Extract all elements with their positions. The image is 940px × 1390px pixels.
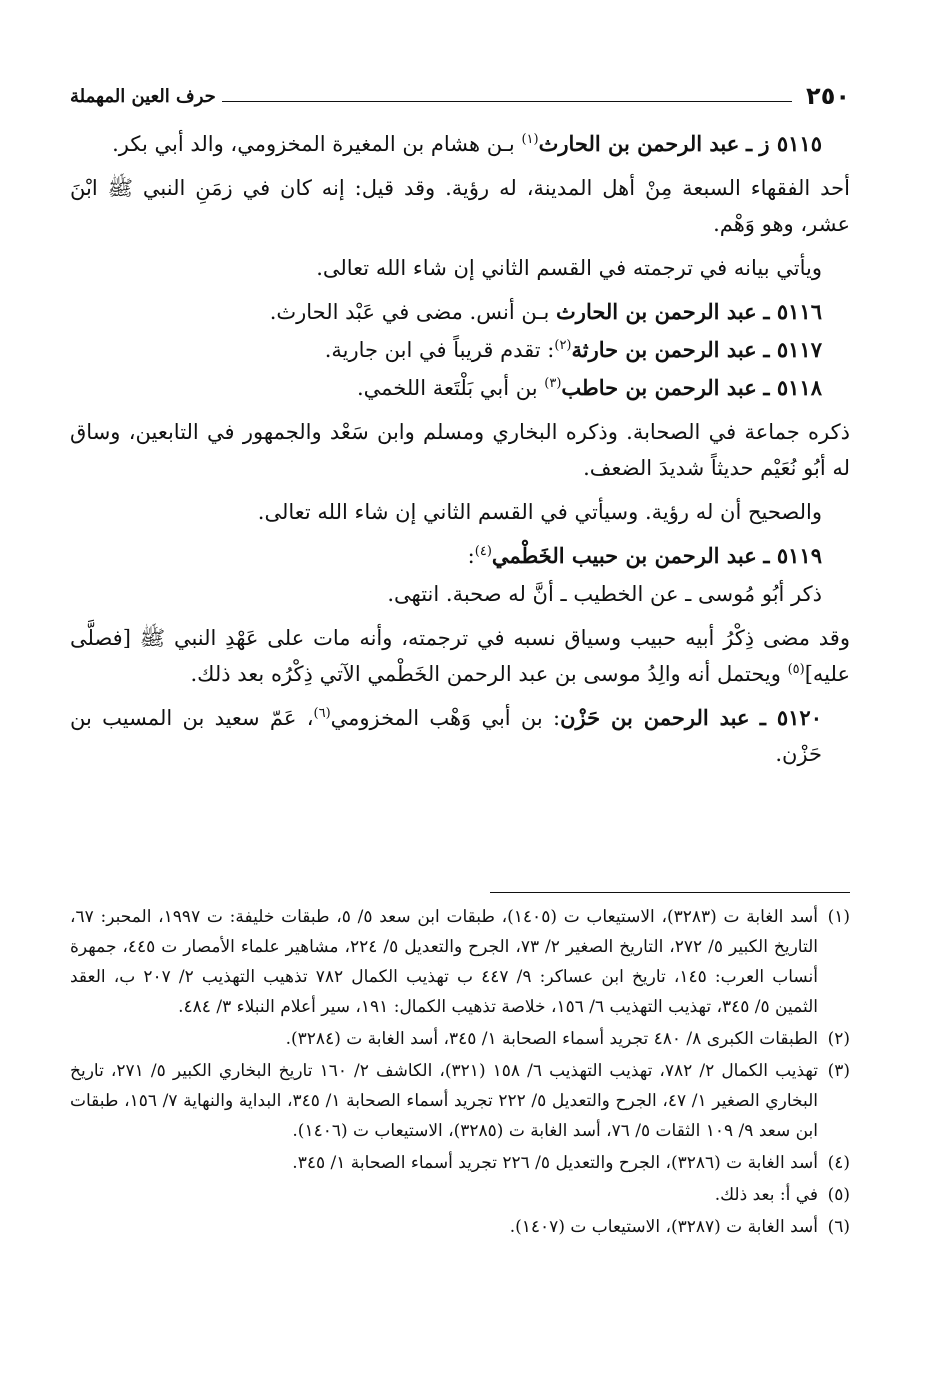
paragraph: ذكر أبُو مُوسى ـ عن الخطيب ـ أنَّ له صحبة. انتهى. [387, 582, 822, 606]
paragraph: ذكره جماعة في الصحابة. وذكره البخاري ومسلم وابن سَعْد والجمهور في التابعين، وساق له أبُو نُعَيْم حديثاً شديدَ الضعف. [70, 420, 850, 480]
footnote-ref[interactable]: (٦) [313, 706, 331, 721]
entry-5115 [70, 126, 850, 162]
footnote-separator [490, 892, 850, 893]
footnote-item [70, 1148, 850, 1178]
page-header [70, 70, 850, 110]
footnote-item [70, 1212, 850, 1242]
entry-text: : [467, 544, 475, 568]
footnote-ref[interactable]: (١) [521, 132, 539, 147]
entry-5118 [70, 370, 850, 406]
entry-number: ٥١١٨ ـ [763, 375, 822, 400]
entry-number: ٥١٢٠ ـ [759, 705, 822, 730]
footnote-ref[interactable]: (٥) [787, 662, 805, 677]
footnote-text: في أ: بعد ذلك. [714, 1185, 818, 1205]
entry-number: ٥١١٦ ـ [763, 299, 822, 324]
footnote-text: الطبقات الكبرى ٨/ ٤٨٠ تجريد أسماء الصحابة ١/ ٣٤٥، أسد الغابة ت (٣٢٨٤). [285, 1029, 818, 1049]
footnote-item [70, 902, 850, 1022]
footnote-ref[interactable]: (٣) [544, 376, 562, 391]
footnote-text: أسد الغابة ت (٣٢٨٣)، الاستيعاب ت (١٤٠٥)، طبقات ابن سعد ٥/ ٥، طبقات خليفة: ت ١٩٩٧، المحبر: ٦٧، التاريخ الكبير ٥/ ٢٧٢، التاريخ الصغير ٢/ ٧٣، الجرح والتعديل ٥/ ٢٢٤، مشاهير علماء الأمصار ت ٤٤٥، جمهرة أنساب العرب: ١٤٥، تاريخ ابن عساكر: ٩/ ٤٤٧ ب تهذيب الكمال ٧٨٢ تذهيب التهذيب ٢/ ٢٠٧ ب، العقد الثمين ٥/ ٣٤٥، تهذيب التهذيب ٦/ ١٥٦، خلاصة تذهيب الكمال: ١٩١، سير أعلام النبلاء ٣/ ٤٨٤. [70, 907, 819, 1017]
paragraph-text: وقد مضى ذِكْرُ أبيه حبيب وسياق نسبه في ترجمته، وأنه مات على عَهْدِ النبي ﷺ [فصلَّى عليه] [70, 626, 850, 686]
footnote-ref[interactable]: (٢) [554, 338, 572, 353]
footnote-mark: (٣) [827, 1061, 850, 1081]
footnote-item [70, 1180, 850, 1210]
footnote-text: أسد الغابة ت (٣٢٨٧)، الاستيعاب ت (١٤٠٧). [509, 1217, 818, 1237]
entry-text: : بن أبي وَهْب المخزومي [330, 706, 561, 730]
footnote-mark: (١) [827, 907, 850, 927]
entry-name: عبد الرحمن بن الحارث [538, 131, 740, 156]
paragraph-text: ويحتمل أنه والِدُ موسى بن عبد الرحمن الخَطْمي الآتي ذِكْرُه بعد ذلك. [190, 662, 788, 686]
entry-5120 [70, 700, 850, 772]
entry-text: ، عَمّ سعيد بن المسيب بن حَزْن. [70, 706, 822, 766]
paragraph: أحد الفقهاء السبعة مِنْ أهل المدينة، له رؤية. وقد قيل: إنه كان في زمَنِ النبي ﷺ ابْنَ عشر، وهو وَهْم. [70, 176, 850, 236]
footnote-mark: (٢) [827, 1029, 850, 1049]
entry-text: بن أبي بَلْتَعة اللخمي. [356, 376, 545, 400]
entry-text: بـن هشام بن المغيرة المخزومي، والد أبي بكر. [112, 132, 522, 156]
footnote-text: تهذيب الكمال ٢/ ٧٨٢، تهذيب التهذيب ٦/ ١٥٨ (٣٢١)، الكاشف ٢/ ١٦٠ تاريخ البخاري الكبير ٥/ ٢٧١، تاريخ البخاري الصغير ١/ ٤٧، الجرح والتعديل ٥/ ٢٢٢ تجريد أسماء الصحابة ١/ ٣٤٥، البداية والنهاية ٧/ ١٥٦، طبقات ابن سعد ٩/ ١٠٩ الثقات ٥/ ٧٦، أسد الغابة ت (٣٢٨٥)، الاستيعاب ت (١٤٠٦). [70, 1061, 819, 1141]
entry-number: ٥١١٧ ـ [763, 337, 822, 362]
header-rule [222, 101, 792, 102]
paragraph [70, 620, 850, 692]
main-text [70, 126, 850, 780]
entry-name: عبد الرحمن بن حَزْن [560, 705, 750, 730]
footnote-mark: (٤) [827, 1153, 850, 1173]
chapter-title: حرف العين المهملة [70, 86, 216, 107]
document-page [70, 70, 850, 1370]
footnote-item [70, 1024, 850, 1054]
footnote-mark: (٦) [827, 1217, 850, 1237]
footnote-mark: (٥) [827, 1185, 850, 1205]
footnote-text: أسد الغابة ت (٣٢٨٦)، الجرح والتعديل ٥/ ٢٢٦ تجريد أسماء الصحابة ١/ ٣٤٥. [292, 1153, 818, 1173]
entry-name: عبد الرحمن بن حاطب [561, 375, 757, 400]
entry-text: بـن أنس. مضى في عَبْد الحارث. [269, 300, 557, 324]
footnotes [70, 902, 850, 1244]
footnote-ref[interactable]: (٤) [474, 544, 492, 559]
entry-name: عبد الرحمن بن الحارث [556, 299, 757, 324]
paragraph: والصحيح أن له رؤية. وسيأتي في القسم الثاني إن شاء الله تعالى. [257, 500, 822, 524]
entry-number: ٥١١٩ ـ [763, 543, 822, 568]
footnote-item [70, 1056, 850, 1146]
page-number: ٢٥٠ [806, 82, 850, 110]
entry-name: عبد الرحمن بن حبيب الخَطْمي [491, 543, 757, 568]
paragraph: ويأتي بيانه في ترجمته في القسم الثاني إن شاء الله تعالى. [316, 256, 822, 280]
entry-number: ٥١١٥ ز ـ [745, 131, 822, 156]
entry-5119 [70, 538, 850, 574]
entry-name: عبد الرحمن بن حارثة [571, 337, 757, 362]
entry-5117 [70, 332, 850, 368]
entry-text: : تقدم قريباً في ابن جارية. [324, 338, 555, 362]
entry-5116 [70, 294, 850, 330]
